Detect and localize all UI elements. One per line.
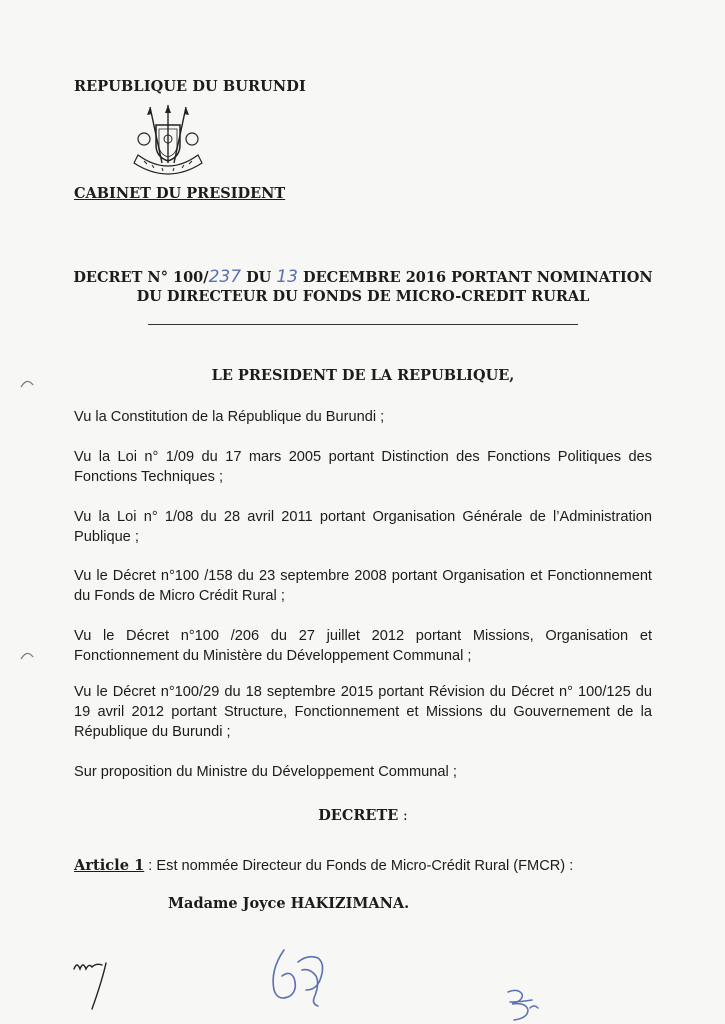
decrete-colon: : [398,808,408,824]
consideration-3: Vu la Loi n° 1/08 du 28 avril 2011 portant Organisation Générale de l’Administration Publique ; [74,509,652,545]
punch-hole-mark-icon [20,378,34,388]
consideration-4: Vu le Décret n°100 /158 du 23 septembre 2008 portant Organisation et Fonctionnement du Fonds de Micro Crédit Rural ; [74,568,652,604]
article-1 [74,857,573,874]
decree-number-handwritten: 237 [208,267,242,287]
signature-icon [500,988,544,1022]
consideration-1: Vu la Constitution de la République du Burundi ; [74,409,385,425]
consideration-2: Vu la Loi n° 1/09 du 17 mars 2005 portant Distinction des Fonctions Politiques des Fonctions Techniques ; [74,449,652,485]
nominee-name: Madame Joyce HAKIZIMANA. [168,895,410,912]
initials-icon [72,955,114,1013]
decree-title-line-1 [40,268,686,287]
article-1-label: Article 1 [74,857,145,874]
decree-day-handwritten: 13 [276,267,298,287]
decree-title [40,268,686,306]
decree-du: DU [241,269,277,286]
decrete-heading [40,807,686,824]
coat-of-arms-seal-icon [128,103,208,181]
consideration-5: Vu le Décret n°100 /206 du 27 juillet 2012 portant Missions, Organisation et Fonctionnement du Ministère du Développement Communal ; [74,628,652,664]
title-divider [148,324,578,325]
president-heading: LE PRESIDENT DE LA REPUBLIQUE, [211,367,515,384]
article-1-text: Est nommée Directeur du Fonds de Micro-Crédit Rural (FMCR) : [156,858,574,874]
decree-line1-rest: DECEMBRE 2016 PORTANT NOMINATION [297,269,653,286]
office-heading: CABINET DU PRESIDENT [74,185,286,202]
consideration-6: Vu le Décret n°100/29 du 18 septembre 2015 portant Révision du Décret n° 100/125 du 19 avril 2012 portant Structure, Fonctionnement et Missions du Gouvernement de la République du Burundi ; [74,684,652,740]
country-heading: REPUBLIQUE DU BURUNDI [74,78,306,95]
consideration-7: Sur proposition du Ministre du Développement Communal ; [74,764,457,780]
punch-hole-mark-icon [20,650,34,660]
decrete-word: DECRETE [318,807,399,824]
decree-prefix: DECRET N° 100/ [73,269,209,286]
article-1-separator: : [144,858,157,874]
signature-icon [262,942,332,1008]
decree-title-line-2: DU DIRECTEUR DU FONDS DE MICRO-CREDIT RURAL [136,288,590,305]
